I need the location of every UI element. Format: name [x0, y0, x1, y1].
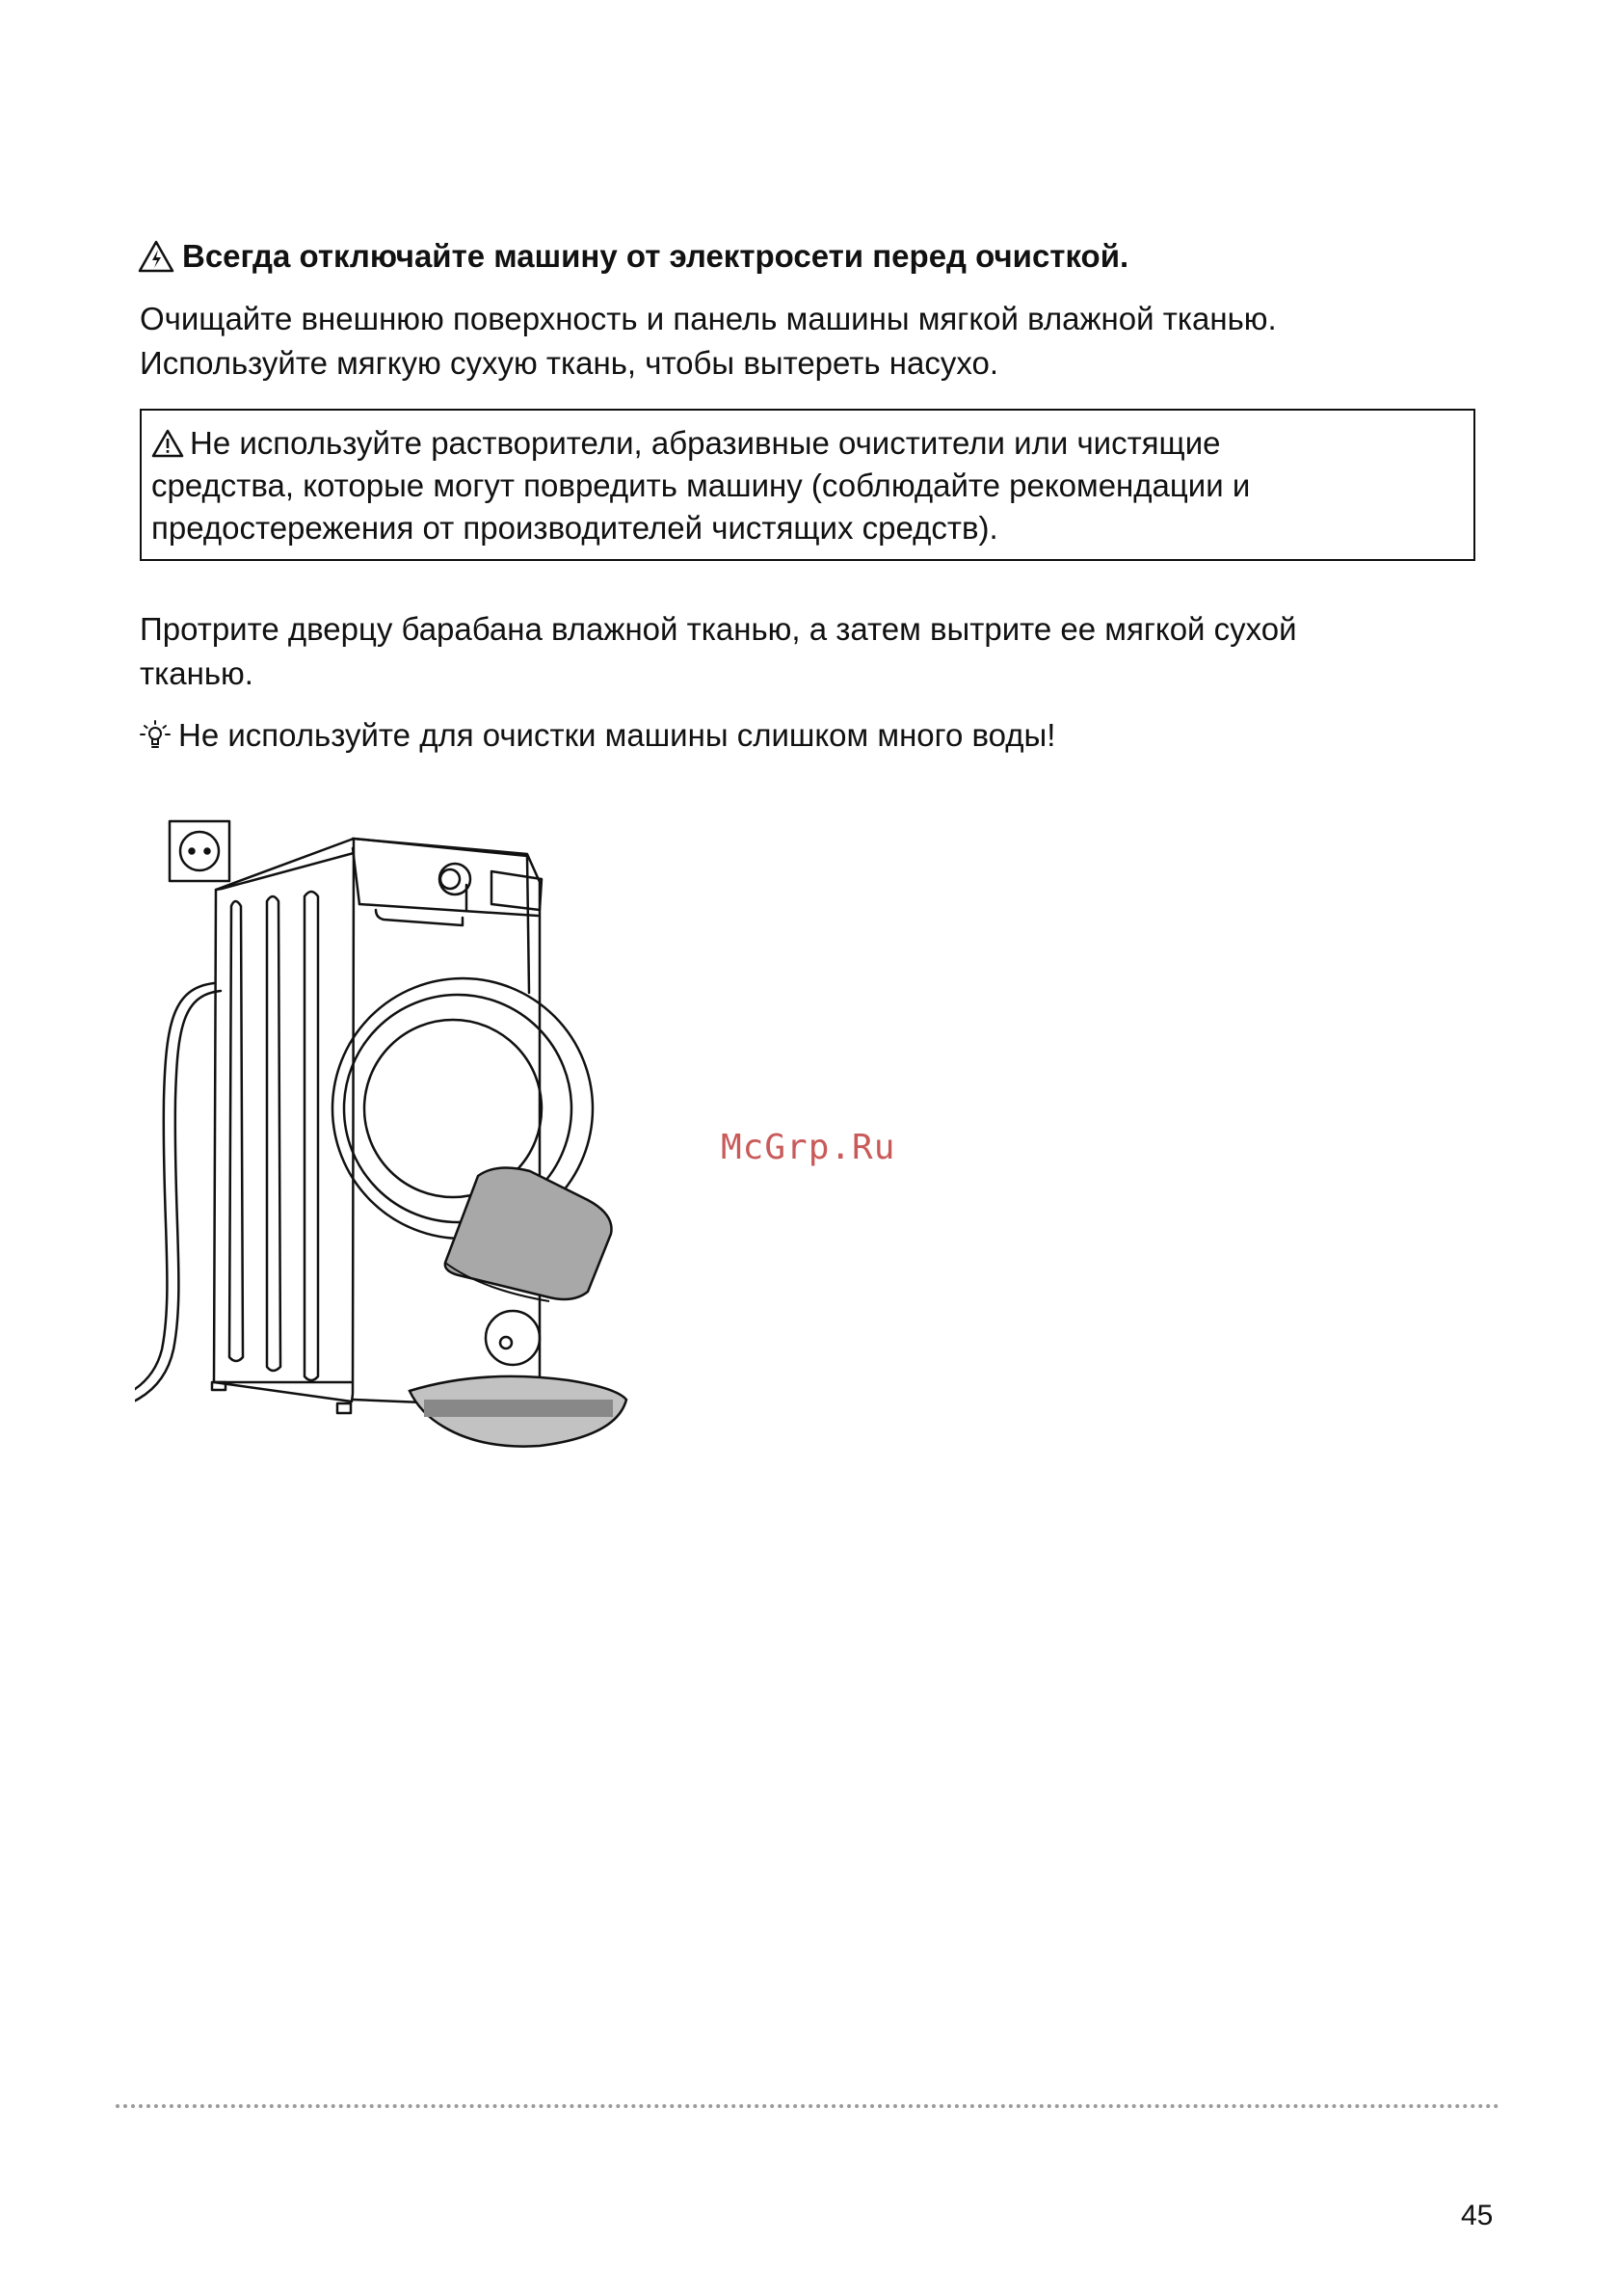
- door-line-1: Протрите дверцу барабана влажной тканью, а затем вытрите ее мягкой сухой: [140, 611, 1297, 647]
- heading-text: Всегда отключайте машину от электросети перед очисткой.: [182, 238, 1129, 274]
- page-number: 45: [1461, 2200, 1494, 2231]
- warning-text-1: Не используйте растворители, абразивные очистители или чистящие: [190, 425, 1221, 461]
- intro-line-2: Используйте мягкую сухую ткань, чтобы вытереть насухо.: [140, 345, 998, 381]
- lightbulb-icon: [138, 718, 172, 753]
- footer-divider: [116, 2104, 1499, 2108]
- warning-box: [140, 409, 1475, 561]
- warning-line-3: предостережения от производителей чистящих средств).: [151, 510, 998, 546]
- warning-electric-icon: [138, 240, 174, 273]
- watermark: McGrp.Ru: [721, 1128, 896, 1167]
- warning-line-2: средства, которые могут повредить машину (соблюдайте рекомендации и: [151, 467, 1251, 503]
- door-line-2: тканью.: [140, 655, 253, 691]
- warning-line-1: [151, 422, 1473, 465]
- tip-text: Не используйте для очистки машины слишком много воды!: [178, 717, 1056, 753]
- tip: [138, 714, 1055, 757]
- warning-icon: [151, 429, 184, 458]
- wall-socket-icon: [170, 821, 229, 881]
- intro-line-1: Очищайте внешнюю поверхность и панель машины мягкой влажной тканью.: [140, 301, 1277, 336]
- section-heading: [138, 235, 1128, 278]
